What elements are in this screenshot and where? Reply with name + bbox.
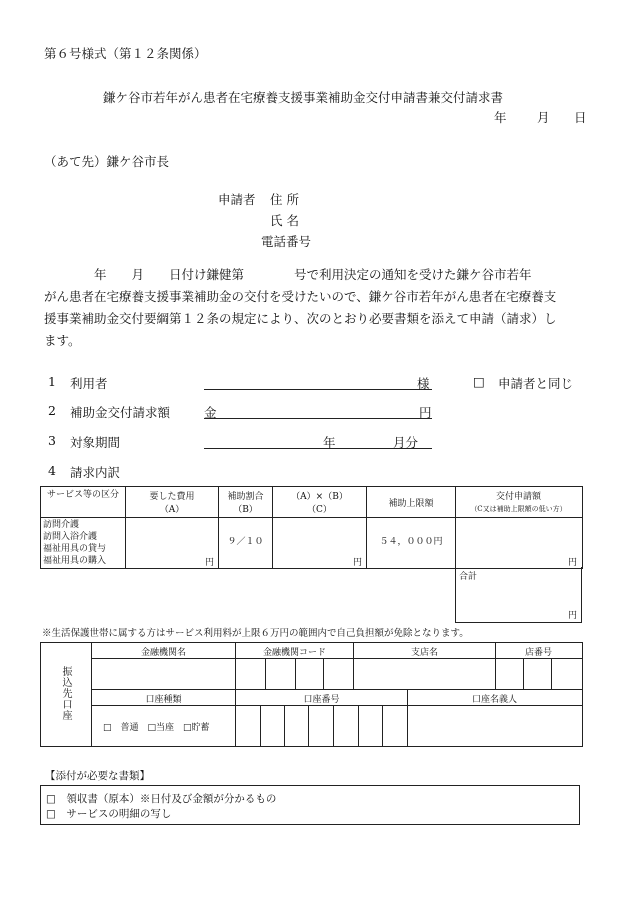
service-item: 訪問介護 (43, 520, 80, 530)
service-item: 訪問入浴介護 (43, 532, 98, 542)
header-service: サービス等の区分 (46, 490, 119, 500)
date-day-label: 日 (574, 110, 587, 125)
document-title: 鎌ケ谷市若年がん患者在宅療養支援事業補助金交付申請書兼交付請求書 (103, 90, 504, 105)
attachment-item-statement: □ サービスの明細の写し (46, 808, 172, 820)
attachment-item-receipt: □ 領収書（原本）※日付及び金額が分かるもの (46, 793, 277, 805)
request-paragraph (44, 264, 586, 352)
header-cost-sub: （A） (159, 505, 185, 515)
header-limit: 補助上限額 (388, 499, 434, 509)
table-divider (295, 658, 296, 689)
header-cost: 要した費用 (149, 492, 195, 502)
table-divider (323, 658, 324, 689)
table-divider (91, 705, 582, 706)
table-divider (308, 705, 309, 746)
table-divider (551, 658, 552, 689)
item-3-number: 3 (48, 433, 56, 448)
paragraph-line: がん患者在宅療養支援事業補助金の交付を受けたいので、鎌ケ谷市若年がん患者在宅療養支 (44, 289, 557, 304)
date-month-label: 月 (537, 110, 550, 125)
item-1-label: 利用者 (70, 376, 108, 391)
table-divider (91, 689, 582, 690)
request-yen-unit: 円 (567, 558, 577, 568)
applicant-address-label: 住 所 (270, 192, 299, 207)
table-divider (260, 705, 261, 746)
bank-code-header: 金融機関コード (262, 648, 326, 658)
item-4-label: 請求内訳 (70, 465, 121, 480)
transfer-account-side-label: 振込先口座 (60, 666, 71, 721)
applicant-phone-label: 電話番号 (261, 234, 312, 249)
period-year-label: 年 (323, 435, 336, 450)
branch-code-header: 店番号 (524, 648, 552, 658)
account-number-header: 口座番号 (303, 695, 340, 705)
service-list (43, 519, 106, 567)
item-2-label: 補助金交付請求額 (70, 405, 171, 420)
same-as-applicant-checkbox[interactable]: □ (473, 374, 485, 389)
amount-field[interactable] (204, 418, 432, 419)
header-rate: 補助割合 (227, 492, 264, 502)
account-type-options[interactable]: □ 普通 □当座 □貯蓄 (103, 723, 210, 733)
header-request-sub: （C又は補助上限額の低い方） (470, 505, 567, 513)
addressee: （あて先）鎌ケ谷市長 (44, 154, 170, 169)
honorific-suffix: 様 (417, 376, 430, 391)
welfare-note: ※生活保護世帯に属する方はサービス利用料が上限６万円の範囲内で自己負担額が免除となります。 (42, 628, 469, 639)
item-1-number: 1 (48, 374, 56, 389)
limit-value: ５４，０００円 (379, 537, 443, 547)
table-divider (358, 705, 359, 746)
applicant-label: 申請者 (218, 192, 256, 207)
table-divider (455, 622, 582, 623)
date-year-label: 年 (494, 110, 507, 125)
account-type-header: 口座種類 (145, 695, 182, 705)
cost-yen-unit: 円 (204, 558, 214, 568)
form-number: 第６号様式（第１２条関係） (44, 46, 207, 61)
applicant-name-label: 氏 名 (270, 213, 299, 228)
header-request: 交付申請額 (495, 492, 541, 502)
total-label: 合計 (459, 572, 478, 582)
service-item: 福祉用具の購入 (43, 556, 107, 566)
table-divider (40, 517, 582, 518)
table-divider (382, 705, 383, 746)
item-2-number: 2 (48, 403, 56, 418)
account-holder-header: 口座名義人 (471, 695, 517, 705)
table-divider (284, 705, 285, 746)
period-month-label: 月分 (393, 435, 419, 450)
table-divider (581, 567, 582, 622)
user-name-field[interactable] (204, 389, 432, 390)
table-divider (91, 658, 582, 659)
amount-prefix: 金 (204, 405, 217, 420)
total-yen-unit: 円 (567, 611, 577, 621)
table-divider (523, 658, 524, 689)
product-yen-unit: 円 (352, 558, 362, 568)
header-product-sub: （C） (307, 505, 332, 515)
paragraph-line: 援事業補助金交付要綱第１２条の規定により、次のとおり必要書類を添えて申請（請求）し (44, 311, 557, 326)
bank-name-header: 金融機関名 (140, 648, 186, 658)
rate-value: ９／１０ (227, 537, 264, 547)
item-3-label: 対象期間 (70, 435, 121, 450)
table-divider (265, 658, 266, 689)
service-item: 福祉用具の貸与 (43, 544, 107, 554)
same-as-applicant-label: 申請者と同じ (498, 376, 574, 391)
paragraph-line: ます。 (44, 333, 81, 348)
header-product: （A）×（B） (291, 492, 348, 502)
attachments-heading: 【添付が必要な書類】 (45, 770, 150, 782)
amount-yen-suffix: 円 (419, 405, 432, 420)
branch-name-header: 支店名 (410, 648, 438, 658)
table-divider (333, 705, 334, 746)
item-4-number: 4 (48, 463, 56, 478)
header-rate-sub: （B） (233, 505, 258, 515)
paragraph-line: 年 月 日付け鎌健第 号で利用決定の通知を受けた鎌ケ谷市若年 (44, 267, 532, 282)
